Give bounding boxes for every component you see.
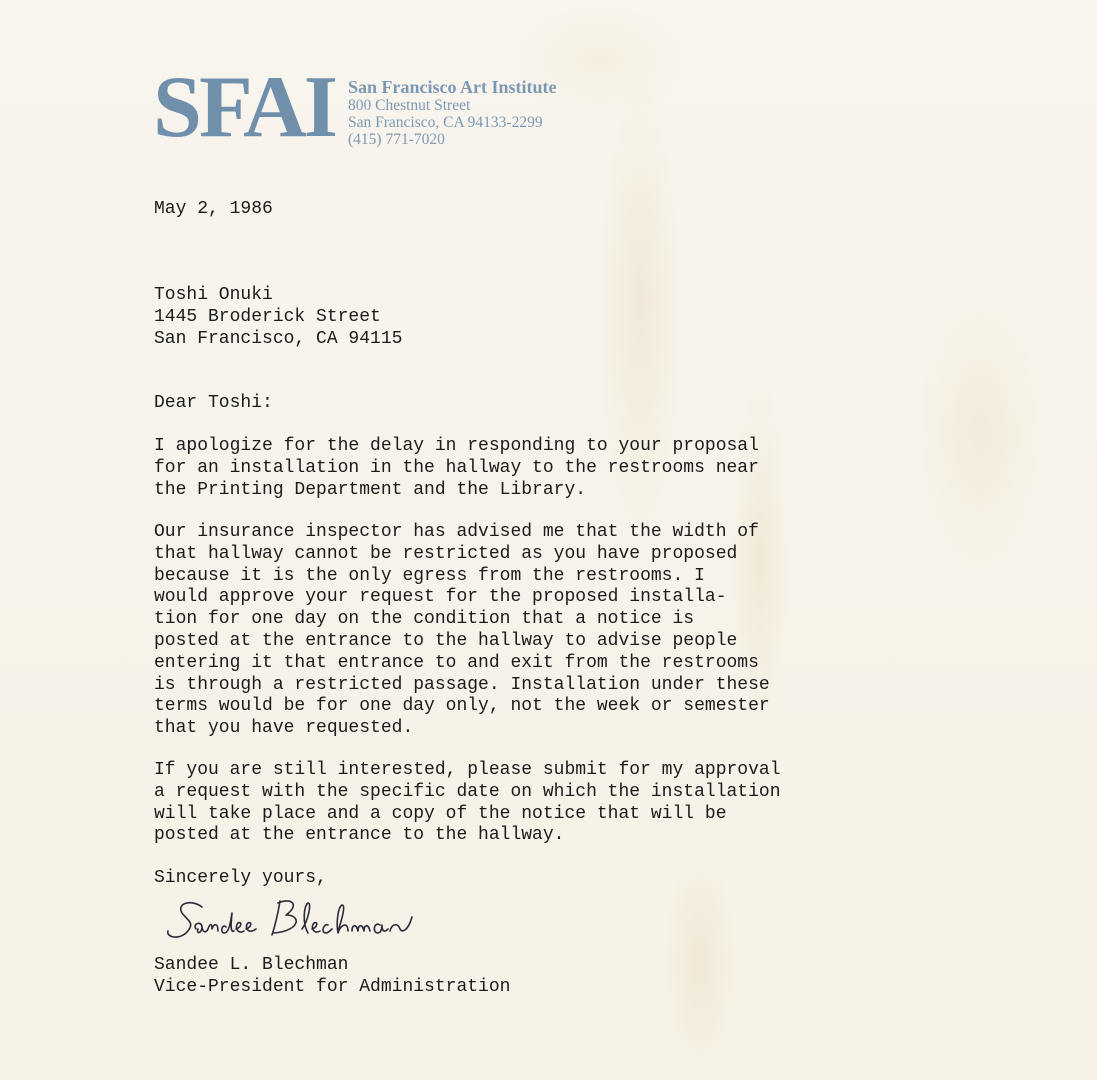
body-line: terms would be for one day only, not the week or semester <box>154 696 770 717</box>
body-line: Our insurance inspector has advised me that the width of <box>154 522 759 542</box>
institution-address-block <box>348 78 557 148</box>
paragraph-1 <box>154 436 759 501</box>
institution-city: San Francisco, CA 94133-2299 <box>348 114 543 131</box>
signer-title: Vice-President for Administration <box>154 976 511 997</box>
signature-block <box>154 955 510 999</box>
body-line: for an installation in the hallway to the restrooms near <box>154 457 759 478</box>
body-line: posted at the entrance to the hallway. <box>154 825 565 846</box>
paragraph-3 <box>154 760 781 847</box>
closing: Sincerely yours, <box>154 868 327 888</box>
institution-street: 800 Chestnut Street <box>348 97 471 114</box>
body-line: a request with the specific date on which the installation <box>154 781 781 802</box>
body-line: the Printing Department and the Library. <box>154 479 587 500</box>
body-line: If you are still interested, please submit for my approval <box>154 760 781 780</box>
body-line: posted at the entrance to the hallway to advise people <box>154 630 738 651</box>
body-line: would approve your request for the proposed installa- <box>154 587 727 608</box>
institution-phone: (415) 771-7020 <box>348 131 445 148</box>
body-line: tion for one day on the condition that a notice is <box>154 609 695 630</box>
recipient-address <box>154 285 402 350</box>
recipient-street: 1445 Broderick Street <box>154 306 381 327</box>
recipient-name: Toshi Onuki <box>154 285 273 305</box>
recipient-city: San Francisco, CA 94115 <box>154 328 403 349</box>
salutation: Dear Toshi: <box>154 393 273 413</box>
handwritten-signature <box>162 893 472 949</box>
body-line: is through a restricted passage. Installation under these <box>154 674 770 695</box>
sfai-logo: SFAI <box>153 59 335 156</box>
body-line: will take place and a copy of the notice that will be <box>154 803 727 824</box>
institution-name: San Francisco Art Institute <box>348 77 557 97</box>
body-line: because it is the only egress from the restrooms. I <box>154 565 705 586</box>
body-line: entering it that entrance to and exit from the restrooms <box>154 652 759 673</box>
paragraph-2 <box>154 522 770 740</box>
body-line: I apologize for the delay in responding to your proposal <box>154 436 759 456</box>
body-line: that you have requested. <box>154 718 414 739</box>
body-line: that hallway cannot be restricted as you have proposed <box>154 543 738 564</box>
letter-date: May 2, 1986 <box>154 199 273 219</box>
signer-name: Sandee L. Blechman <box>154 955 349 975</box>
